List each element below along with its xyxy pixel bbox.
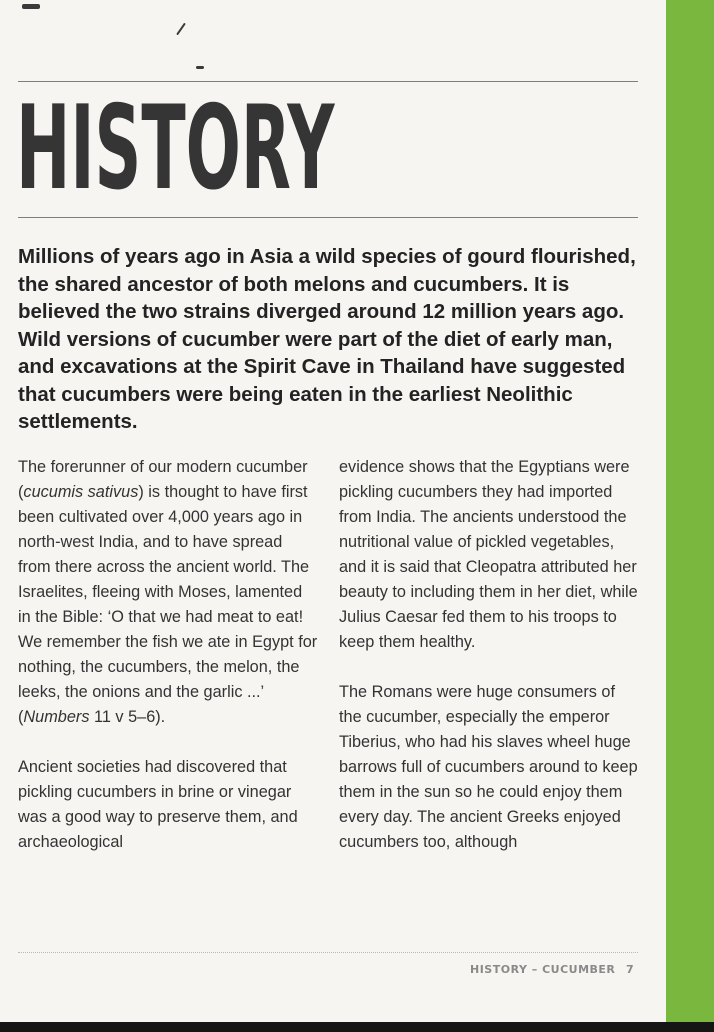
- left-paragraph-2: Ancient societies had discovered that pickling cucumbers in brine or vinegar was a good way to preserve them, and archaeological: [18, 758, 298, 851]
- ink-speck: [196, 66, 204, 69]
- running-head: HISTORY – CUCUMBER: [470, 963, 616, 976]
- green-page-edge: [666, 0, 714, 1022]
- ink-speck: [176, 23, 186, 36]
- page-title: HISTORY: [16, 81, 335, 216]
- left-column: [18, 455, 318, 855]
- right-column: [339, 455, 639, 855]
- species-name: cucumis sativus: [23, 483, 139, 501]
- title-rule: [18, 217, 638, 218]
- ink-speck: [22, 4, 40, 9]
- right-paragraph-1: evidence shows that the Egyptians were pickling cucumbers they had imported from India. The ancients understood the nutritional value of pickled vegetables, and it is said that Cleopatra attributed her beauty to including them in her diet, while Julius Caesar fed them to his troops to keep them healthy.: [339, 458, 638, 651]
- left-paragraph-1: The forerunner of our modern cucumber (cucumis sativus) is thought to have first been cultivated over 4,000 years ago in north-west India, and to have spread from there across the ancient world. The Israelites, fleeing with Moses, lamented in the Bible: ‘O that we had meat to eat! We remember the fish we ate in Egypt for nothing, the cucumbers, the melon, the leeks, the onions and the garlic ...’ (Numbers 11 v 5–6).: [18, 458, 318, 726]
- footer-rule: [18, 952, 638, 953]
- book-reference: Numbers: [23, 708, 90, 726]
- right-paragraph-2: The Romans were huge consumers of the cucumber, especially the emperor Tiberius, who had his slaves wheel huge barrows full of cucumbers around to keep them in the sun so he could enjoy them every day. The ancient Greeks enjoyed cucumbers too, although: [339, 683, 638, 851]
- intro-paragraph: Millions of years ago in Asia a wild species of gourd flourished, the shared ancestor of both melons and cucumbers. It is believed the two strains diverged around 12 million years ago. Wild versions of cucumber were part of the diet of early man, and excavations at the Spirit Cave in Thailand have suggested that cucumbers were being eaten in the earliest Neolithic settlements.: [18, 245, 636, 433]
- bottom-shadow-edge: [0, 1022, 714, 1032]
- page-number: 7: [626, 963, 634, 976]
